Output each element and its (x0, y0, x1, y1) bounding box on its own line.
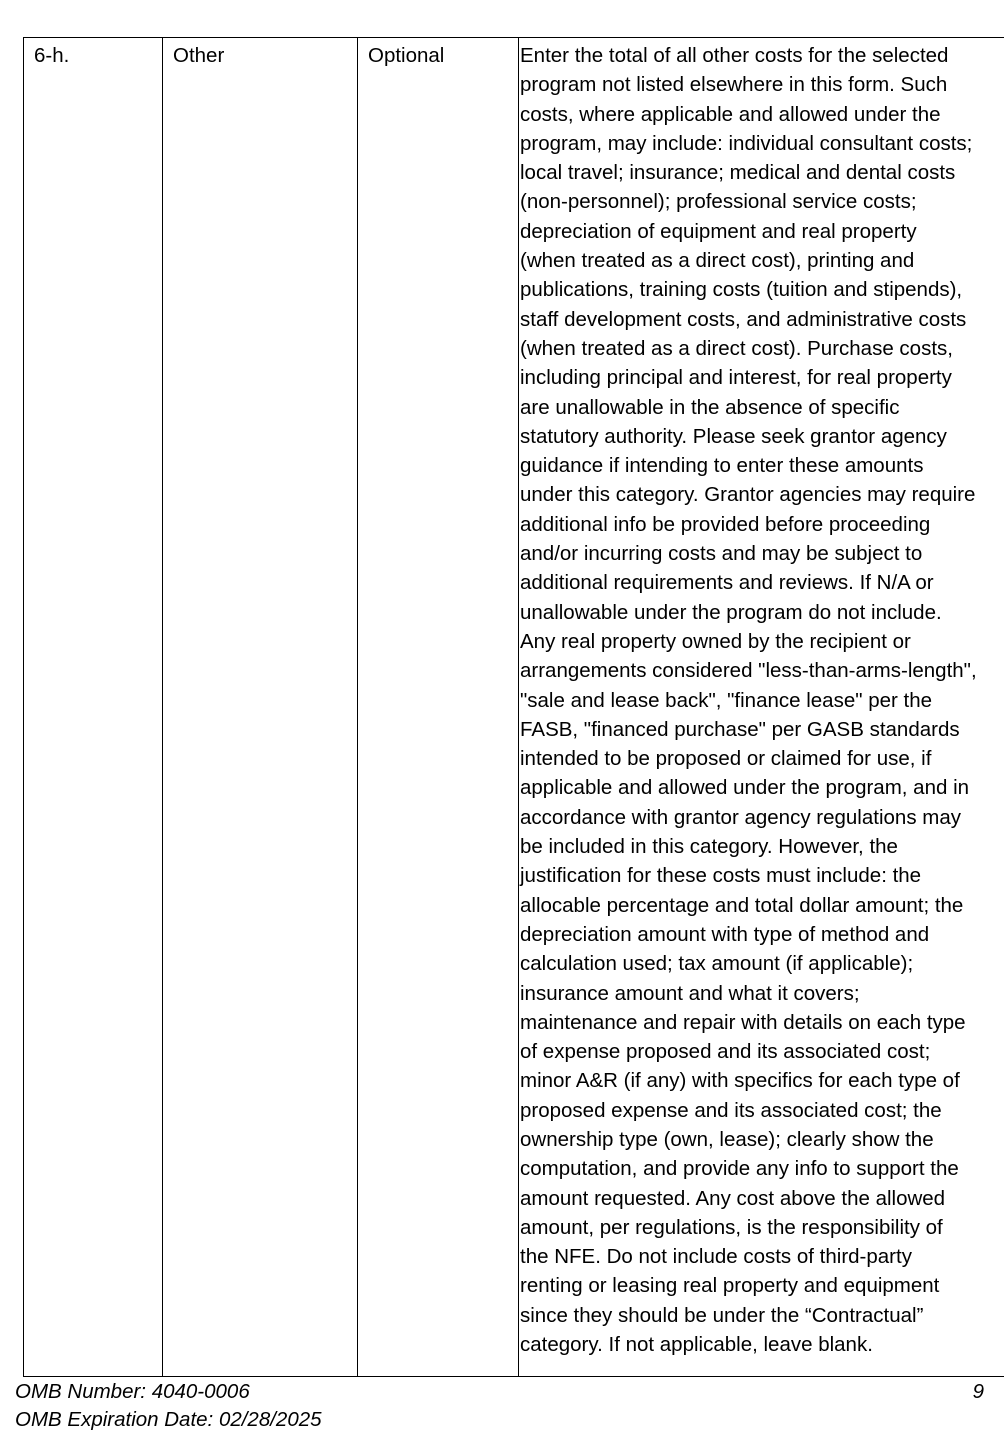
instruction-line: category. If not applicable, leave blank. (520, 1333, 873, 1357)
instruction-line: unallowable under the program do not include. (520, 600, 942, 624)
field-label-cell: Other (163, 38, 358, 1377)
instruction-line: depreciation amount with type of method and (520, 922, 930, 946)
omb-number: OMB Number: 4040-0006 (15, 1380, 250, 1403)
instruction-line: additional info be provided before proceeding (520, 512, 931, 536)
instruction-line: proposed expense and its associated cost; the (520, 1098, 942, 1122)
instruction-line: "sale and lease back", "finance lease" per the (520, 688, 933, 712)
instruction-line: are unallowable in the absence of specific (520, 395, 900, 419)
instruction-line: guidance if intending to enter these amounts (520, 454, 924, 478)
instruction-line: amount, per regulations, is the responsibility of (520, 1215, 943, 1239)
instruction-line: and/or incurring costs and may be subject to (520, 542, 923, 566)
required-cell: Optional (358, 38, 519, 1377)
instruction-line: ownership type (own, lease); clearly show the (520, 1127, 934, 1151)
instruction-line: applicable and allowed under the program, and in (520, 776, 970, 800)
instruction-line: calculation used; tax amount (if applicable); (520, 952, 914, 976)
instruction-line: under this category. Grantor agencies may require (520, 483, 976, 507)
instruction-line: including principal and interest, for real property (520, 366, 952, 390)
instruction-line: amount requested. Any cost above the allowed (520, 1186, 946, 1210)
instruction-line: (non-personnel); professional service costs; (520, 190, 917, 214)
page-number: 9 (972, 1380, 984, 1403)
instruction-line: accordance with grantor agency regulations may (520, 805, 961, 829)
instruction-line: maintenance and repair with details on each type (520, 1010, 966, 1034)
instruction-line: publications, training costs (tuition and stipends), (520, 278, 963, 302)
instruction-line: intended to be proposed or claimed for use, if (520, 747, 932, 771)
instruction-line: be included in this category. However, the (520, 835, 898, 859)
field-number-cell: 6-h. (24, 38, 163, 1377)
instruction-line: FASB, "financed purchase" per GASB standards (520, 717, 960, 741)
instruction-line: local travel; insurance; medical and dental costs (520, 161, 956, 185)
instruction-line: renting or leasing real property and equipment (520, 1274, 940, 1298)
instructions-cell (519, 38, 1004, 1377)
instruction-line: program, may include: individual consultant costs; (520, 131, 973, 155)
instruction-line: computation, and provide any info to support the (520, 1157, 959, 1181)
instructions-table (23, 37, 1004, 1377)
instruction-line: justification for these costs must include: the (520, 864, 922, 888)
instruction-line: Enter the total of all other costs for the selected (520, 44, 949, 67)
instruction-line: minor A&R (if any) with specifics for each type of (520, 1069, 960, 1093)
omb-info (15, 1378, 322, 1434)
instruction-line: staff development costs, and administrative costs (520, 307, 967, 331)
instruction-line: depreciation of equipment and real property (520, 219, 917, 243)
instruction-line: Any real property owned by the recipient or (520, 629, 911, 653)
table-row (24, 38, 1004, 1377)
instruction-line: since they should be under the “Contractual” (520, 1303, 924, 1327)
instruction-line: of expense proposed and its associated cost; (520, 1040, 931, 1064)
instruction-line: statutory authority. Please seek grantor agency (520, 424, 947, 448)
instruction-line: insurance amount and what it covers; (520, 981, 860, 1005)
instruction-line: (when treated as a direct cost), printing and (520, 249, 915, 273)
instruction-line: the NFE. Do not include costs of third-party (520, 1245, 912, 1269)
instruction-line: costs, where applicable and allowed under the (520, 102, 941, 126)
omb-expiration-date: OMB Expiration Date: 02/28/2025 (15, 1408, 322, 1431)
instruction-line: (when treated as a direct cost). Purchase costs, (520, 336, 953, 360)
instruction-line: allocable percentage and total dollar amount; the (520, 893, 964, 917)
instruction-line: program not listed elsewhere in this form. Such (520, 73, 948, 97)
instruction-line: arrangements considered "less-than-arms-length", (520, 659, 977, 683)
instruction-line: additional requirements and reviews. If N/A or (520, 571, 934, 595)
